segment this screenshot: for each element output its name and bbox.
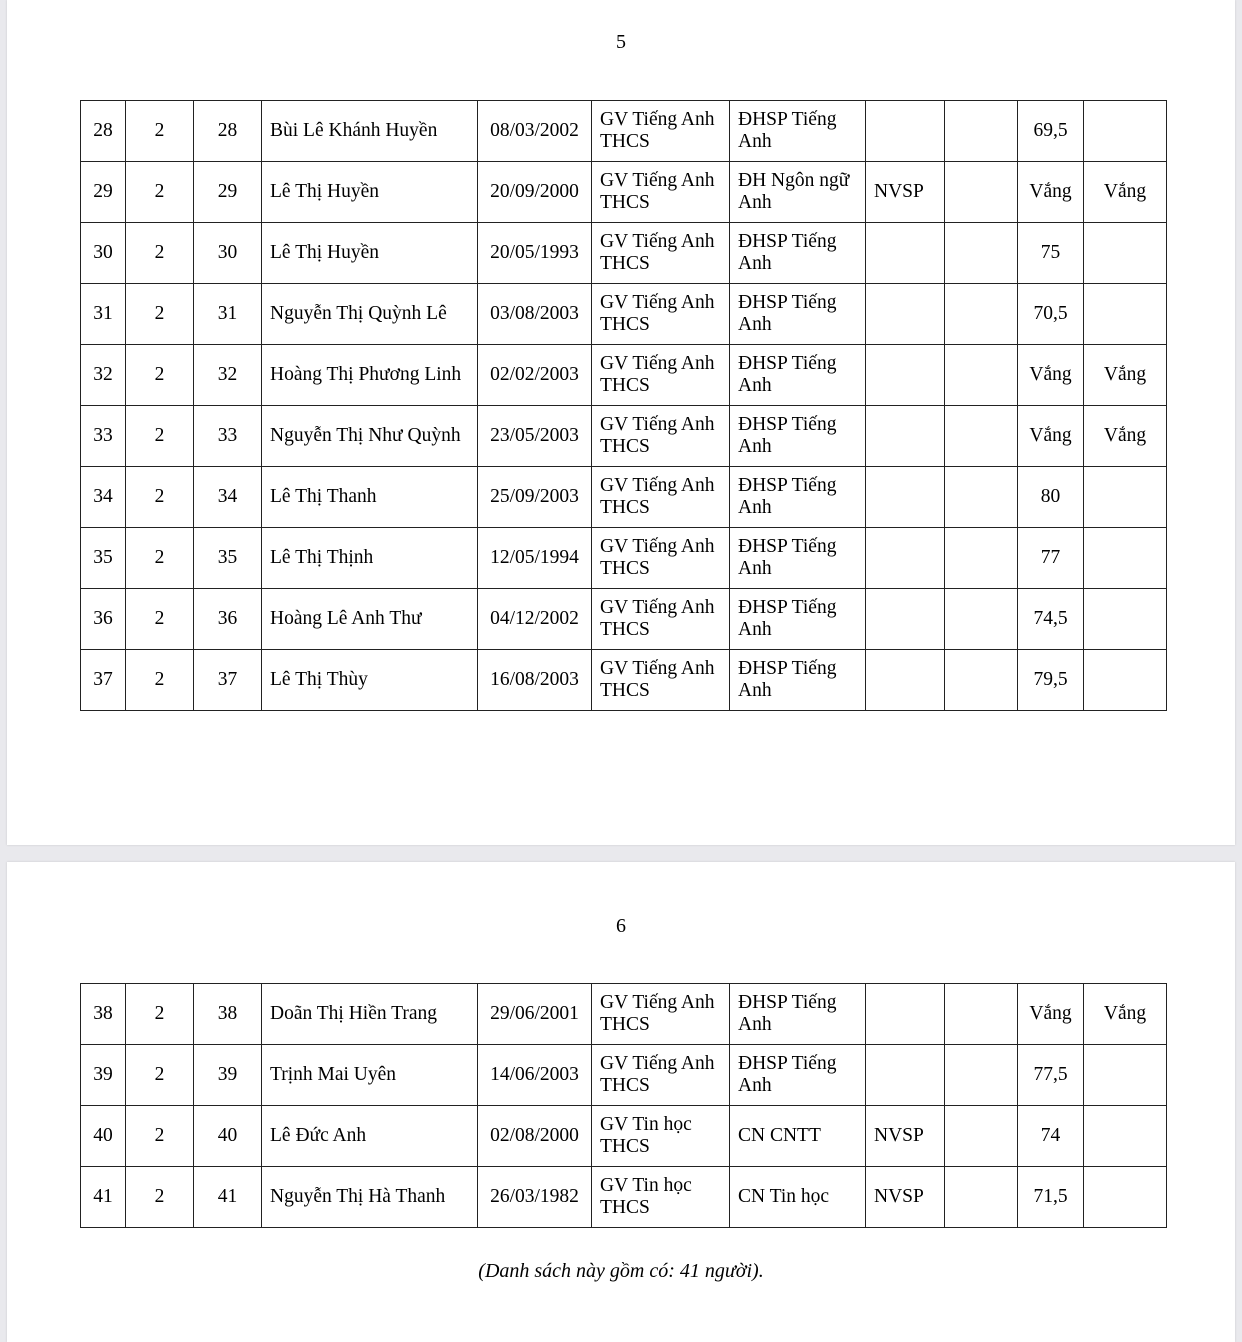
cell-date-of-birth: 02/08/2000 [478,1106,592,1167]
cell-full-name: Lê Thị Huyền [262,223,478,284]
cell-degree [730,1167,866,1228]
cell-position-line: THCS [600,680,650,701]
cell-degree [730,223,866,284]
cell-degree [730,101,866,162]
cell-group: 2 [126,589,194,650]
document-page-6 [7,862,1235,1342]
page-number: 6 [616,915,626,937]
cell-certificate [866,589,945,650]
cell-position [592,528,730,589]
cell-extra [945,1106,1018,1167]
cell-candidate-no: 40 [194,1106,262,1167]
cell-certificate [866,284,945,345]
cell-degree-line: ĐHSP Tiếng [738,231,837,252]
cell-degree-line: Anh [738,1075,772,1096]
cell-degree-line: Anh [738,131,772,152]
cell-position-line: GV Tiếng Anh [600,231,715,252]
cell-certificate [866,345,945,406]
cell-degree [730,528,866,589]
cell-position-line: GV Tiếng Anh [600,414,715,435]
cell-score: 80 [1018,467,1084,528]
table-row [81,406,1167,467]
cell-position-line: THCS [600,497,650,518]
cell-position-line: THCS [600,1014,650,1035]
table-row [81,1045,1167,1106]
cell-group: 2 [126,162,194,223]
candidate-table [80,100,1167,711]
cell-full-name: Lê Thị Huyền [262,162,478,223]
cell-position-line: GV Tiếng Anh [600,353,715,374]
cell-position [592,1045,730,1106]
cell-stt: 33 [81,406,126,467]
cell-certificate [866,528,945,589]
cell-degree-line: ĐHSP Tiếng [738,414,837,435]
cell-score: Vắng [1018,162,1084,223]
cell-degree-line: ĐHSP Tiếng [738,109,837,130]
cell-score: 69,5 [1018,101,1084,162]
cell-certificate: NVSP [866,162,945,223]
cell-stt: 36 [81,589,126,650]
cell-certificate [866,650,945,711]
cell-position [592,284,730,345]
cell-stt: 29 [81,162,126,223]
cell-full-name: Hoàng Lê Anh Thư [262,589,478,650]
cell-extra [945,284,1018,345]
cell-extra [945,223,1018,284]
cell-note [1084,1167,1167,1228]
cell-position-line: THCS [600,375,650,396]
cell-group: 2 [126,1106,194,1167]
cell-degree-line: Anh [738,680,772,701]
cell-degree-line: ĐH Ngôn ngữ [738,170,850,191]
cell-date-of-birth: 20/05/1993 [478,223,592,284]
cell-note [1084,1106,1167,1167]
cell-position [592,406,730,467]
cell-note [1084,223,1167,284]
table-row [81,1167,1167,1228]
cell-note [1084,528,1167,589]
cell-certificate: NVSP [866,1167,945,1228]
cell-full-name: Doãn Thị Hiền Trang [262,984,478,1045]
cell-date-of-birth: 29/06/2001 [478,984,592,1045]
cell-stt: 38 [81,984,126,1045]
cell-position [592,984,730,1045]
cell-position [592,1106,730,1167]
cell-position [592,101,730,162]
cell-score: 74,5 [1018,589,1084,650]
cell-degree [730,589,866,650]
cell-stt: 30 [81,223,126,284]
page-number: 5 [616,31,626,53]
cell-group: 2 [126,650,194,711]
cell-candidate-no: 36 [194,589,262,650]
cell-position-line: THCS [600,558,650,579]
cell-note [1084,101,1167,162]
cell-score: 70,5 [1018,284,1084,345]
cell-certificate [866,101,945,162]
cell-date-of-birth: 26/03/1982 [478,1167,592,1228]
cell-degree-line: Anh [738,1014,772,1035]
cell-degree [730,467,866,528]
cell-stt: 28 [81,101,126,162]
cell-group: 2 [126,223,194,284]
cell-full-name: Lê Thị Thanh [262,467,478,528]
cell-degree-line: CN CNTT [738,1125,821,1146]
cell-position-line: GV Tin học [600,1114,692,1135]
cell-extra [945,1045,1018,1106]
cell-group: 2 [126,101,194,162]
cell-note [1084,1045,1167,1106]
cell-position-line: GV Tiếng Anh [600,1053,715,1074]
cell-position [592,162,730,223]
cell-score: 71,5 [1018,1167,1084,1228]
cell-extra [945,406,1018,467]
cell-date-of-birth: 08/03/2002 [478,101,592,162]
cell-degree [730,984,866,1045]
cell-stt: 31 [81,284,126,345]
cell-date-of-birth: 25/09/2003 [478,467,592,528]
cell-position-line: GV Tiếng Anh [600,992,715,1013]
cell-note [1084,650,1167,711]
cell-degree-line: Anh [738,497,772,518]
cell-position [592,589,730,650]
cell-score: 75 [1018,223,1084,284]
cell-degree [730,406,866,467]
cell-note: Vắng [1084,162,1167,223]
cell-position [592,223,730,284]
table-row [81,1106,1167,1167]
cell-score: Vắng [1018,984,1084,1045]
table-row [81,284,1167,345]
cell-stt: 39 [81,1045,126,1106]
cell-degree-line: ĐHSP Tiếng [738,1053,837,1074]
cell-certificate: NVSP [866,1106,945,1167]
cell-stt: 41 [81,1167,126,1228]
cell-degree-line: ĐHSP Tiếng [738,597,837,618]
cell-candidate-no: 33 [194,406,262,467]
cell-full-name: Bùi Lê Khánh Huyền [262,101,478,162]
cell-degree [730,650,866,711]
table-row [81,984,1167,1045]
cell-position-line: THCS [600,192,650,213]
cell-extra [945,984,1018,1045]
cell-certificate [866,406,945,467]
cell-score: 79,5 [1018,650,1084,711]
cell-position-line: THCS [600,436,650,457]
cell-position-line: GV Tiếng Anh [600,292,715,313]
cell-position-line: GV Tiếng Anh [600,109,715,130]
cell-full-name: Nguyễn Thị Hà Thanh [262,1167,478,1228]
cell-degree-line: Anh [738,375,772,396]
cell-degree-line: ĐHSP Tiếng [738,475,837,496]
cell-group: 2 [126,467,194,528]
cell-score: 77,5 [1018,1045,1084,1106]
cell-position-line: THCS [600,131,650,152]
cell-position-line: THCS [600,1075,650,1096]
cell-date-of-birth: 03/08/2003 [478,284,592,345]
cell-position [592,1167,730,1228]
cell-extra [945,467,1018,528]
cell-degree-line: ĐHSP Tiếng [738,536,837,557]
cell-degree-line: Anh [738,253,772,274]
cell-note [1084,467,1167,528]
cell-certificate [866,984,945,1045]
cell-note: Vắng [1084,406,1167,467]
cell-date-of-birth: 02/02/2003 [478,345,592,406]
cell-position-line: GV Tiếng Anh [600,475,715,496]
cell-date-of-birth: 23/05/2003 [478,406,592,467]
table-row [81,589,1167,650]
cell-extra [945,589,1018,650]
cell-candidate-no: 38 [194,984,262,1045]
cell-group: 2 [126,284,194,345]
cell-note [1084,589,1167,650]
cell-degree-line: ĐHSP Tiếng [738,992,837,1013]
cell-degree-line: CN Tin học [738,1186,830,1207]
cell-position [592,345,730,406]
cell-group: 2 [126,984,194,1045]
cell-note: Vắng [1084,345,1167,406]
cell-full-name: Trịnh Mai Uyên [262,1045,478,1106]
cell-degree-line: Anh [738,558,772,579]
cell-note: Vắng [1084,984,1167,1045]
table-row [81,162,1167,223]
table-row [81,467,1167,528]
cell-full-name: Lê Thị Thùy [262,650,478,711]
cell-position-line: GV Tiếng Anh [600,170,715,191]
cell-full-name: Lê Đức Anh [262,1106,478,1167]
cell-stt: 40 [81,1106,126,1167]
cell-certificate [866,467,945,528]
cell-extra [945,1167,1018,1228]
cell-degree [730,284,866,345]
table-body [81,101,1167,711]
cell-candidate-no: 41 [194,1167,262,1228]
table-row [81,345,1167,406]
cell-degree-line: Anh [738,619,772,640]
cell-score: 77 [1018,528,1084,589]
cell-full-name: Nguyễn Thị Như Quỳnh [262,406,478,467]
cell-candidate-no: 37 [194,650,262,711]
cell-full-name: Nguyễn Thị Quỳnh Lê [262,284,478,345]
cell-group: 2 [126,1167,194,1228]
cell-position-line: THCS [600,1197,650,1218]
cell-degree-line: Anh [738,314,772,335]
cell-extra [945,650,1018,711]
cell-candidate-no: 34 [194,467,262,528]
cell-stt: 35 [81,528,126,589]
cell-degree-line: ĐHSP Tiếng [738,353,837,374]
cell-date-of-birth: 12/05/1994 [478,528,592,589]
cell-group: 2 [126,528,194,589]
cell-position-line: GV Tiếng Anh [600,658,715,679]
cell-degree [730,1045,866,1106]
cell-degree [730,1106,866,1167]
cell-candidate-no: 30 [194,223,262,284]
cell-note [1084,284,1167,345]
table-body [81,984,1167,1228]
cell-group: 2 [126,406,194,467]
cell-position-line: THCS [600,314,650,335]
cell-date-of-birth: 20/09/2000 [478,162,592,223]
cell-group: 2 [126,345,194,406]
cell-degree-line: Anh [738,192,772,213]
cell-certificate [866,223,945,284]
cell-degree [730,345,866,406]
cell-position-line: GV Tiếng Anh [600,536,715,557]
cell-degree-line: ĐHSP Tiếng [738,292,837,313]
cell-position-line: THCS [600,619,650,640]
list-footnote: (Danh sách này gồm có: 41 người). [478,1260,764,1282]
cell-position-line: THCS [600,1136,650,1157]
cell-stt: 32 [81,345,126,406]
cell-candidate-no: 29 [194,162,262,223]
cell-extra [945,101,1018,162]
cell-position-line: THCS [600,253,650,274]
cell-position [592,650,730,711]
cell-candidate-no: 28 [194,101,262,162]
cell-degree-line: ĐHSP Tiếng [738,658,837,679]
cell-extra [945,345,1018,406]
cell-date-of-birth: 04/12/2002 [478,589,592,650]
cell-degree-line: Anh [738,436,772,457]
cell-stt: 37 [81,650,126,711]
cell-full-name: Hoàng Thị Phương Linh [262,345,478,406]
cell-degree [730,162,866,223]
cell-date-of-birth: 14/06/2003 [478,1045,592,1106]
cell-candidate-no: 31 [194,284,262,345]
cell-score: Vắng [1018,406,1084,467]
document-page-5 [7,0,1235,845]
cell-stt: 34 [81,467,126,528]
cell-score: 74 [1018,1106,1084,1167]
cell-position-line: GV Tiếng Anh [600,597,715,618]
cell-date-of-birth: 16/08/2003 [478,650,592,711]
cell-candidate-no: 32 [194,345,262,406]
cell-candidate-no: 39 [194,1045,262,1106]
cell-position-line: GV Tin học [600,1175,692,1196]
cell-extra [945,162,1018,223]
cell-score: Vắng [1018,345,1084,406]
cell-certificate [866,1045,945,1106]
table-row [81,101,1167,162]
table-row [81,223,1167,284]
cell-group: 2 [126,1045,194,1106]
cell-candidate-no: 35 [194,528,262,589]
table-row [81,650,1167,711]
cell-full-name: Lê Thị Thịnh [262,528,478,589]
cell-position [592,467,730,528]
candidate-table [80,983,1167,1228]
cell-extra [945,528,1018,589]
table-row [81,528,1167,589]
